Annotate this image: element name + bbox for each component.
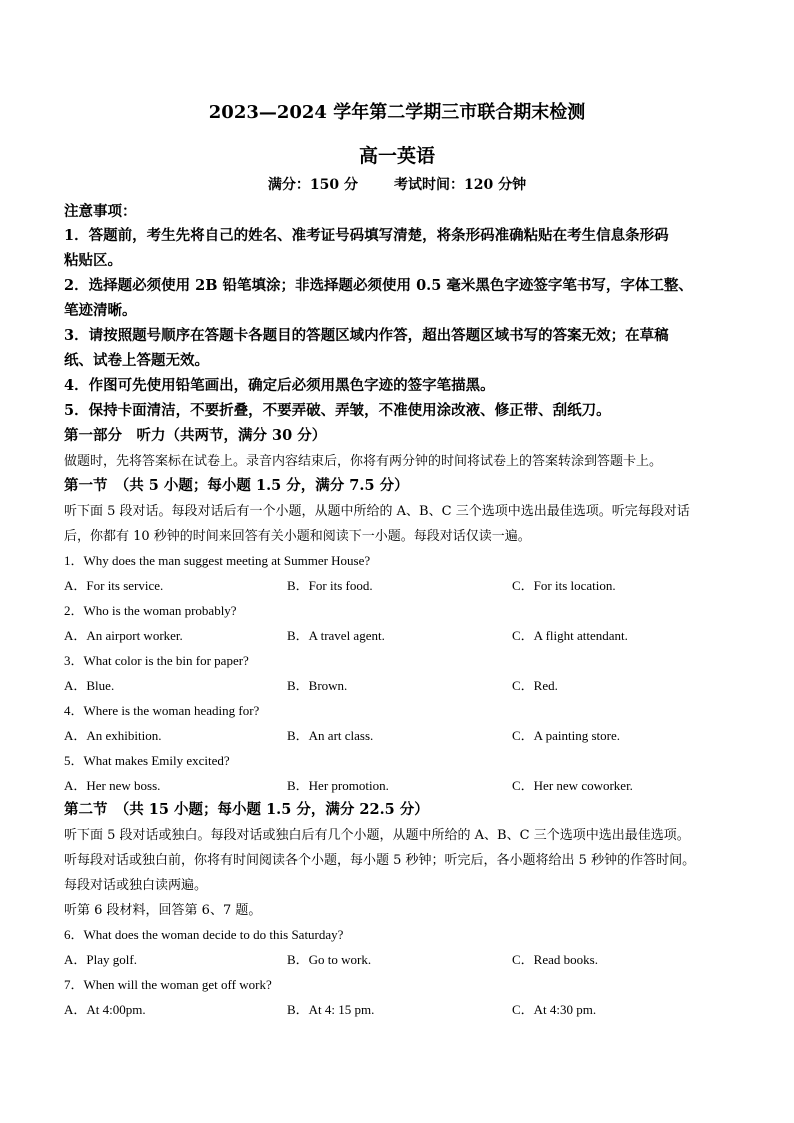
section2-instruction: 听下面 5 段对话或独白。每段对话或独白后有几个小题，从题中所给的 A、B、C 三个选项中选出最佳选项。 <box>64 828 690 843</box>
note-line: 4．作图可先使用铅笔画出，确定后必须用黑色字迹的签字笔描黑。 <box>64 377 495 394</box>
question-stem: 5．What makes Emily excited? <box>64 753 230 768</box>
exam-meta <box>0 174 794 194</box>
subject-title: 高一英语 <box>358 145 435 167</box>
section1-instruction: 听下面 5 段对话。每段对话后有一个小题，从题中所给的 A、B、C 三个选项中选出最佳选项。听完每段对话 <box>64 504 690 519</box>
part1-instruction: 做题时，先将答案标在试卷上。录音内容结束后，你将有两分钟的时间将试卷上的答案转涂到答题卡上。 <box>64 454 663 469</box>
note-line: 1．答题前，考生先将自己的姓名、准考证号码填写清楚，将条形码准确粘贴在考生信息条形码 <box>64 227 669 244</box>
option-b: B．A travel agent. <box>287 628 385 643</box>
part1-heading: 第一部分 听力（共两节，满分 30 分） <box>64 427 327 444</box>
option-c: C．A painting store. <box>512 728 620 743</box>
option-a: A．At 4:00pm. <box>64 1002 146 1017</box>
option-a: A．For its service. <box>64 578 164 593</box>
option-c: C．Red. <box>512 678 558 693</box>
note-line: 纸、试卷上答题无效。 <box>64 352 209 369</box>
notes-heading: 注意事项： <box>64 203 137 220</box>
option-a: A．Blue. <box>64 678 115 693</box>
material-note: 听第 6 段材料，回答第 6、7 题。 <box>64 903 262 918</box>
section2-instruction: 每段对话或独白读两遍。 <box>64 878 208 893</box>
section2-instruction: 听每段对话或独白前，你将有时间阅读各个小题，每小题 5 秒钟；听完后，各小题将给出 5 秒钟的作答时间。 <box>64 853 696 868</box>
section1-heading: 第一节 （共 5 小题；每小题 1.5 分，满分 7.5 分） <box>64 477 409 494</box>
section1-instruction: 后，你都有 10 秒钟的时间来回答有关小题和阅读下一小题。每段对话仅读一遍。 <box>64 529 531 544</box>
option-b: B．At 4: 15 pm. <box>287 1002 375 1017</box>
option-c: C．For its location. <box>512 578 616 593</box>
question-stem: 6．What does the woman decide to do this Saturday? <box>64 927 344 942</box>
question-stem: 2．Who is the woman probably? <box>64 603 237 618</box>
option-c: C．Her new coworker. <box>512 778 633 793</box>
note-line: 3．请按照题号顺序在答题卡各题目的答题区域内作答，超出答题区域书写的答案无效；在草稿 <box>64 327 669 344</box>
option-c: C．At 4:30 pm. <box>512 1002 597 1017</box>
question-stem: 1．Why does the man suggest meeting at Summer House? <box>64 553 371 568</box>
option-b: B．Brown. <box>287 678 348 693</box>
option-a: A．An exhibition. <box>64 728 162 743</box>
full-score: 满分：150 分 <box>267 177 358 193</box>
option-a: A．Play golf. <box>64 952 137 967</box>
option-b: B．For its food. <box>287 578 373 593</box>
option-b: B．An art class. <box>287 728 374 743</box>
option-a: A．Her new boss. <box>64 778 161 793</box>
note-line: 2．选择题必须使用 2B 铅笔填涂；非选择题必须使用 0.5 毫米黑色字迹签字笔书写，字体工整、 <box>64 277 693 294</box>
option-a: A．An airport worker. <box>64 628 183 643</box>
question-stem: 7．When will the woman get off work? <box>64 977 272 992</box>
note-line: 粘贴区。 <box>64 252 122 269</box>
question-stem: 3．What color is the bin for paper? <box>64 653 249 668</box>
note-line: 5．保持卡面清洁，不要折叠，不要弄破、弄皱，不准使用涂改液、修正带、刮纸刀。 <box>64 402 611 419</box>
note-line: 笔迹清晰。 <box>64 302 137 319</box>
question-stem: 4．Where is the woman heading for? <box>64 703 260 718</box>
section2-heading: 第二节 （共 15 小题；每小题 1.5 分，满分 22.5 分） <box>64 801 429 818</box>
exam-title: 2023—2024 学年第二学期三市联合期末检测 <box>208 102 586 123</box>
option-b: B．Go to work. <box>287 952 372 967</box>
exam-time: 考试时间：120 分钟 <box>394 177 527 193</box>
option-c: C．A flight attendant. <box>512 628 628 643</box>
option-c: C．Read books. <box>512 952 598 967</box>
option-b: B．Her promotion. <box>287 778 389 793</box>
